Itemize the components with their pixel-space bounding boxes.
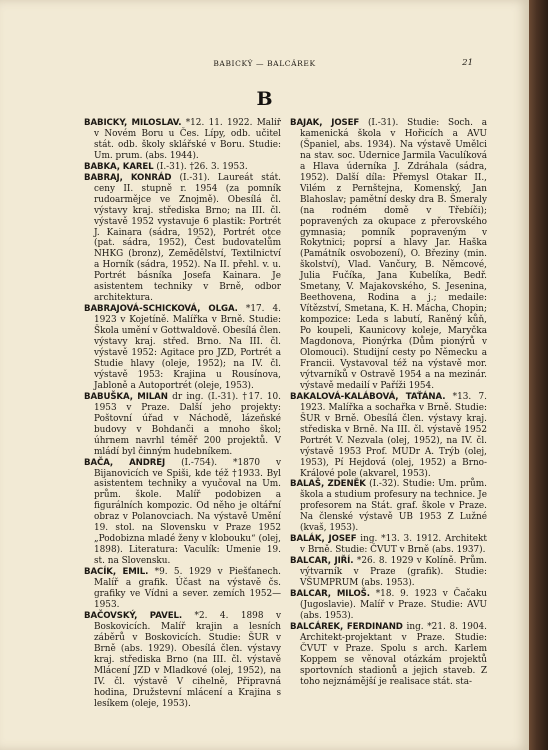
entry-headword: BAČOVSKÝ, PAVEL. — [84, 610, 183, 621]
dictionary-entry — [84, 567, 281, 611]
entry-headword: BALAŠ, ZDENĚK — [290, 479, 366, 490]
entry-headword: BABRAJOVÁ-SCHICKOVÁ, OLGA. — [84, 304, 238, 315]
dictionary-entry — [290, 479, 487, 534]
entry-text: *26. 8. 1929 v Kolíně. Prům. výtvarník v Praze (grafik). Studie: VŠUMPRUM (abs. 1953). — [300, 556, 487, 589]
dictionary-entry — [290, 392, 487, 480]
entry-text: *9. 5. 1929 v Piešťanech. Malíř a grafik. Účast na výstavě čs. grafiky ve Vídni a sever. zemích 1952—1953. — [94, 567, 281, 610]
entry-text: dr ing. (I.-31). †17. 10. 1953 v Praze. Další jeho projekty: Poštovní úřad v Náchodě, lázeňské budovy v Bohdanči a mnoho škol; úhrnem navrhl téměř 200 projektů. V mládí byl činným hudebníkem. — [94, 391, 281, 457]
entry-headword: BAKALOVÁ-KALÁBOVÁ, TAŤÁNA. — [290, 391, 446, 402]
dictionary-entry — [84, 611, 281, 710]
entry-headword: BALCAR, JIŘÍ. — [290, 556, 354, 567]
entry-text: (I.-31). Laureát stát. ceny II. stupně r. 1954 (za pomník rudoarmějce ve Znojmě). Obesílá čl. výstavy kraj. střediska Brno; na III. čl. výstavě 1952 vystavuje 6 plastik: Portrét J. Kainara (sádra, 1952), Portrét otce (pat. sádra, 1952), Čest budovatelům NHKG (bronz), Zemědělství, Textilnictví a Horník (sádra, 1952). Na II. přehl. v. u. Portrét básníka Josefa Kainara. Je asistentem techniky v Brně, odbor architektura. — [94, 172, 281, 304]
entry-headword: BABRAJ, KONRÁD — [84, 172, 172, 183]
entry-headword: BACÍK, EMIL. — [84, 567, 149, 578]
dictionary-entry — [290, 556, 487, 589]
left-column — [84, 118, 281, 728]
entry-text: *12. 11. 1922. Malíř v Novém Boru u Čes. Lípy, odb. učitel stát. odb. školy sklářské v Boru. Studie: Um. prum. (abs. 1944). — [94, 118, 281, 161]
entry-headword: BAČA, ANDREJ — [84, 457, 166, 468]
entry-headword: BALÁK, JOSEF — [290, 534, 357, 545]
section-letter: B — [256, 88, 273, 110]
dictionary-entry — [84, 458, 281, 568]
entry-text: *13. 7. 1923. Malířka a sochařka v Brně. Studie: ŠUR v Brně. Obesílá člen. výstavy kraj. střediska v Brně. Na III. čl. výstavě 1952 Portrét V. Nezvala (olej, 1952), na IV. čl. výstavě 1953 Prof. MUDr A. Trýb (olej, 1953), Pí Hejdová (olej, 1952) a Brno-Králové pole (akvarel, 1953). — [300, 391, 487, 479]
entry-text: ing. *21. 8. 1904. Architekt-projektant v Praze. Studie: ČVUT v Praze. Spolu s arch. Karlem Koppem se věnoval otázkám projektů sportovních stadionů a jejich staveb. Z toho nejznámější je realisace stát. sta- — [300, 621, 487, 687]
dictionary-entry — [84, 162, 281, 173]
entry-text: *17. 4. 1923 v Kojetíně. Malířka v Brně. Studie: Škola umění v Gottwaldově. Obesílá člen. výstavy kraj. střed. Brno. Na III. čl. výstavě 1952: Agitace pro JZD, Portrét a Studie hlavy (oleje, 1952); na IV. čl. výstavě 1953: Krajina u Rousínova, Jabloně a Autoportrét (oleje, 1953). — [94, 304, 281, 391]
page-number: 21 — [462, 58, 473, 68]
book-spine-edge — [529, 0, 548, 750]
right-column — [290, 118, 487, 728]
dictionary-entry — [290, 534, 487, 556]
entry-headword: BALCÁREK, FERDINAND — [290, 621, 403, 632]
running-head: BABICKÝ — BALCÁREK — [213, 59, 316, 68]
dictionary-entry — [84, 118, 281, 162]
entry-headword: BABKA, KAREL — [84, 161, 154, 172]
entry-text: (I.-31). †26. 3. 1953. — [153, 161, 248, 172]
entry-text: (I.-32). Studie: Um. prům. škola a studium profesury na technice. Je profesorem na Stát. graf. škole v Praze. Na členské výstavě UB 1953 Z Lužné (kvaš, 1953). — [300, 479, 487, 534]
dictionary-entry — [84, 304, 281, 392]
entry-headword: BABUŠKA, MILAN — [84, 391, 168, 402]
entry-headword: BAJÁK, JOSEF — [290, 118, 360, 128]
entry-text: (I.-754). *1870 v Bijanovicích ve Spiši, kde též †1933. Byl asistentem techniky a vyučoval na Um. prům. škole. Malíř podobizen a figurálních kompozic. Od něho je oltářní obraz v Polanovciach. Na výstavě Umění 19. stol. na Slovensku v Praze 1952 „Podobizna mladé ženy v klobouku“ (olej, 1898). Literatura: Vaculík: Umenie 19. st. na Slovensku. — [94, 457, 281, 567]
dictionary-entry — [84, 392, 281, 458]
entry-text: ing. *13. 3. 1912. Architekt v Brně. Studie: ČVUT v Brně (abs. 1937). — [300, 534, 487, 556]
dictionary-entry — [290, 118, 487, 392]
entry-text: (I.-31). Studie: Soch. a kamenická škola v Hořicích a AVU (Španiel, abs. 1934). Na výstavě Umělci na stav. soc. Udernice Jarmila Vaculíková a Hlava úderníka J. Zdráhala (sádra, 1952). Další díla: Přemysl Otakar II., Vilém z Pernštejna, Komenský, Jan Blahoslav; pamětní desky dra B. Šmeraly (na rodném domě v Třebíči); popravených za okupace z přerovského gymnasia; pomník popraveným v Rokytnici; poprsí a hlavy Jar. Haška (Památník osvobození), O. Březiny (min. školství), Vlad. Vančury, B. Němcové, Julia Fučíka, Jana Kubelíka, Bedř. Smetany, V. Majakovského, S. Jesenina, Beethovena, Rodina a j.; medaile: Vítězství, Smetana, K. H. Mácha, Chopin; kompozice: Leda s labutí, Raněný kůň, Po koupeli, Kaunicovy koleje, Maryčka Magdonova, Pionýrka (Dům pionýrů v Olomouci). Studijní cesty po Německu a Francii. Vystavoval též na výstavě mor. výtvarníků v Ostravě 1954 a na mezinár. výstavě medailí v Paříži 1954. — [300, 118, 487, 391]
entry-text: *2. 4. 1898 v Boskovicích. Malíř krajin a lesních záběrů v Boskovicích. Studie: ŠUR v Brně (abs. 1929). Obesílá člen. výstavy kraj. střediska Brno (na III. čl. výstavě Mlácení JZD v Mladkové (olej, 1952), na IV. čl. výstavě V cihelně, Připravná hodina, Družstevní mlácení a Krajina s lesíkem (oleje, 1953). — [94, 610, 281, 709]
dictionary-entry — [290, 589, 487, 622]
dictionary-entry — [84, 173, 281, 304]
dictionary-entry — [290, 622, 487, 688]
entry-headword: BABICKÝ, MILOSLAV. — [84, 118, 182, 128]
entry-headword: BALCAR, MILOŠ. — [290, 588, 370, 599]
entry-text: *18. 9. 1923 v Čačaku (Jugoslavie). Malíř v Praze. Studie: AVU (abs. 1953). — [300, 588, 487, 621]
